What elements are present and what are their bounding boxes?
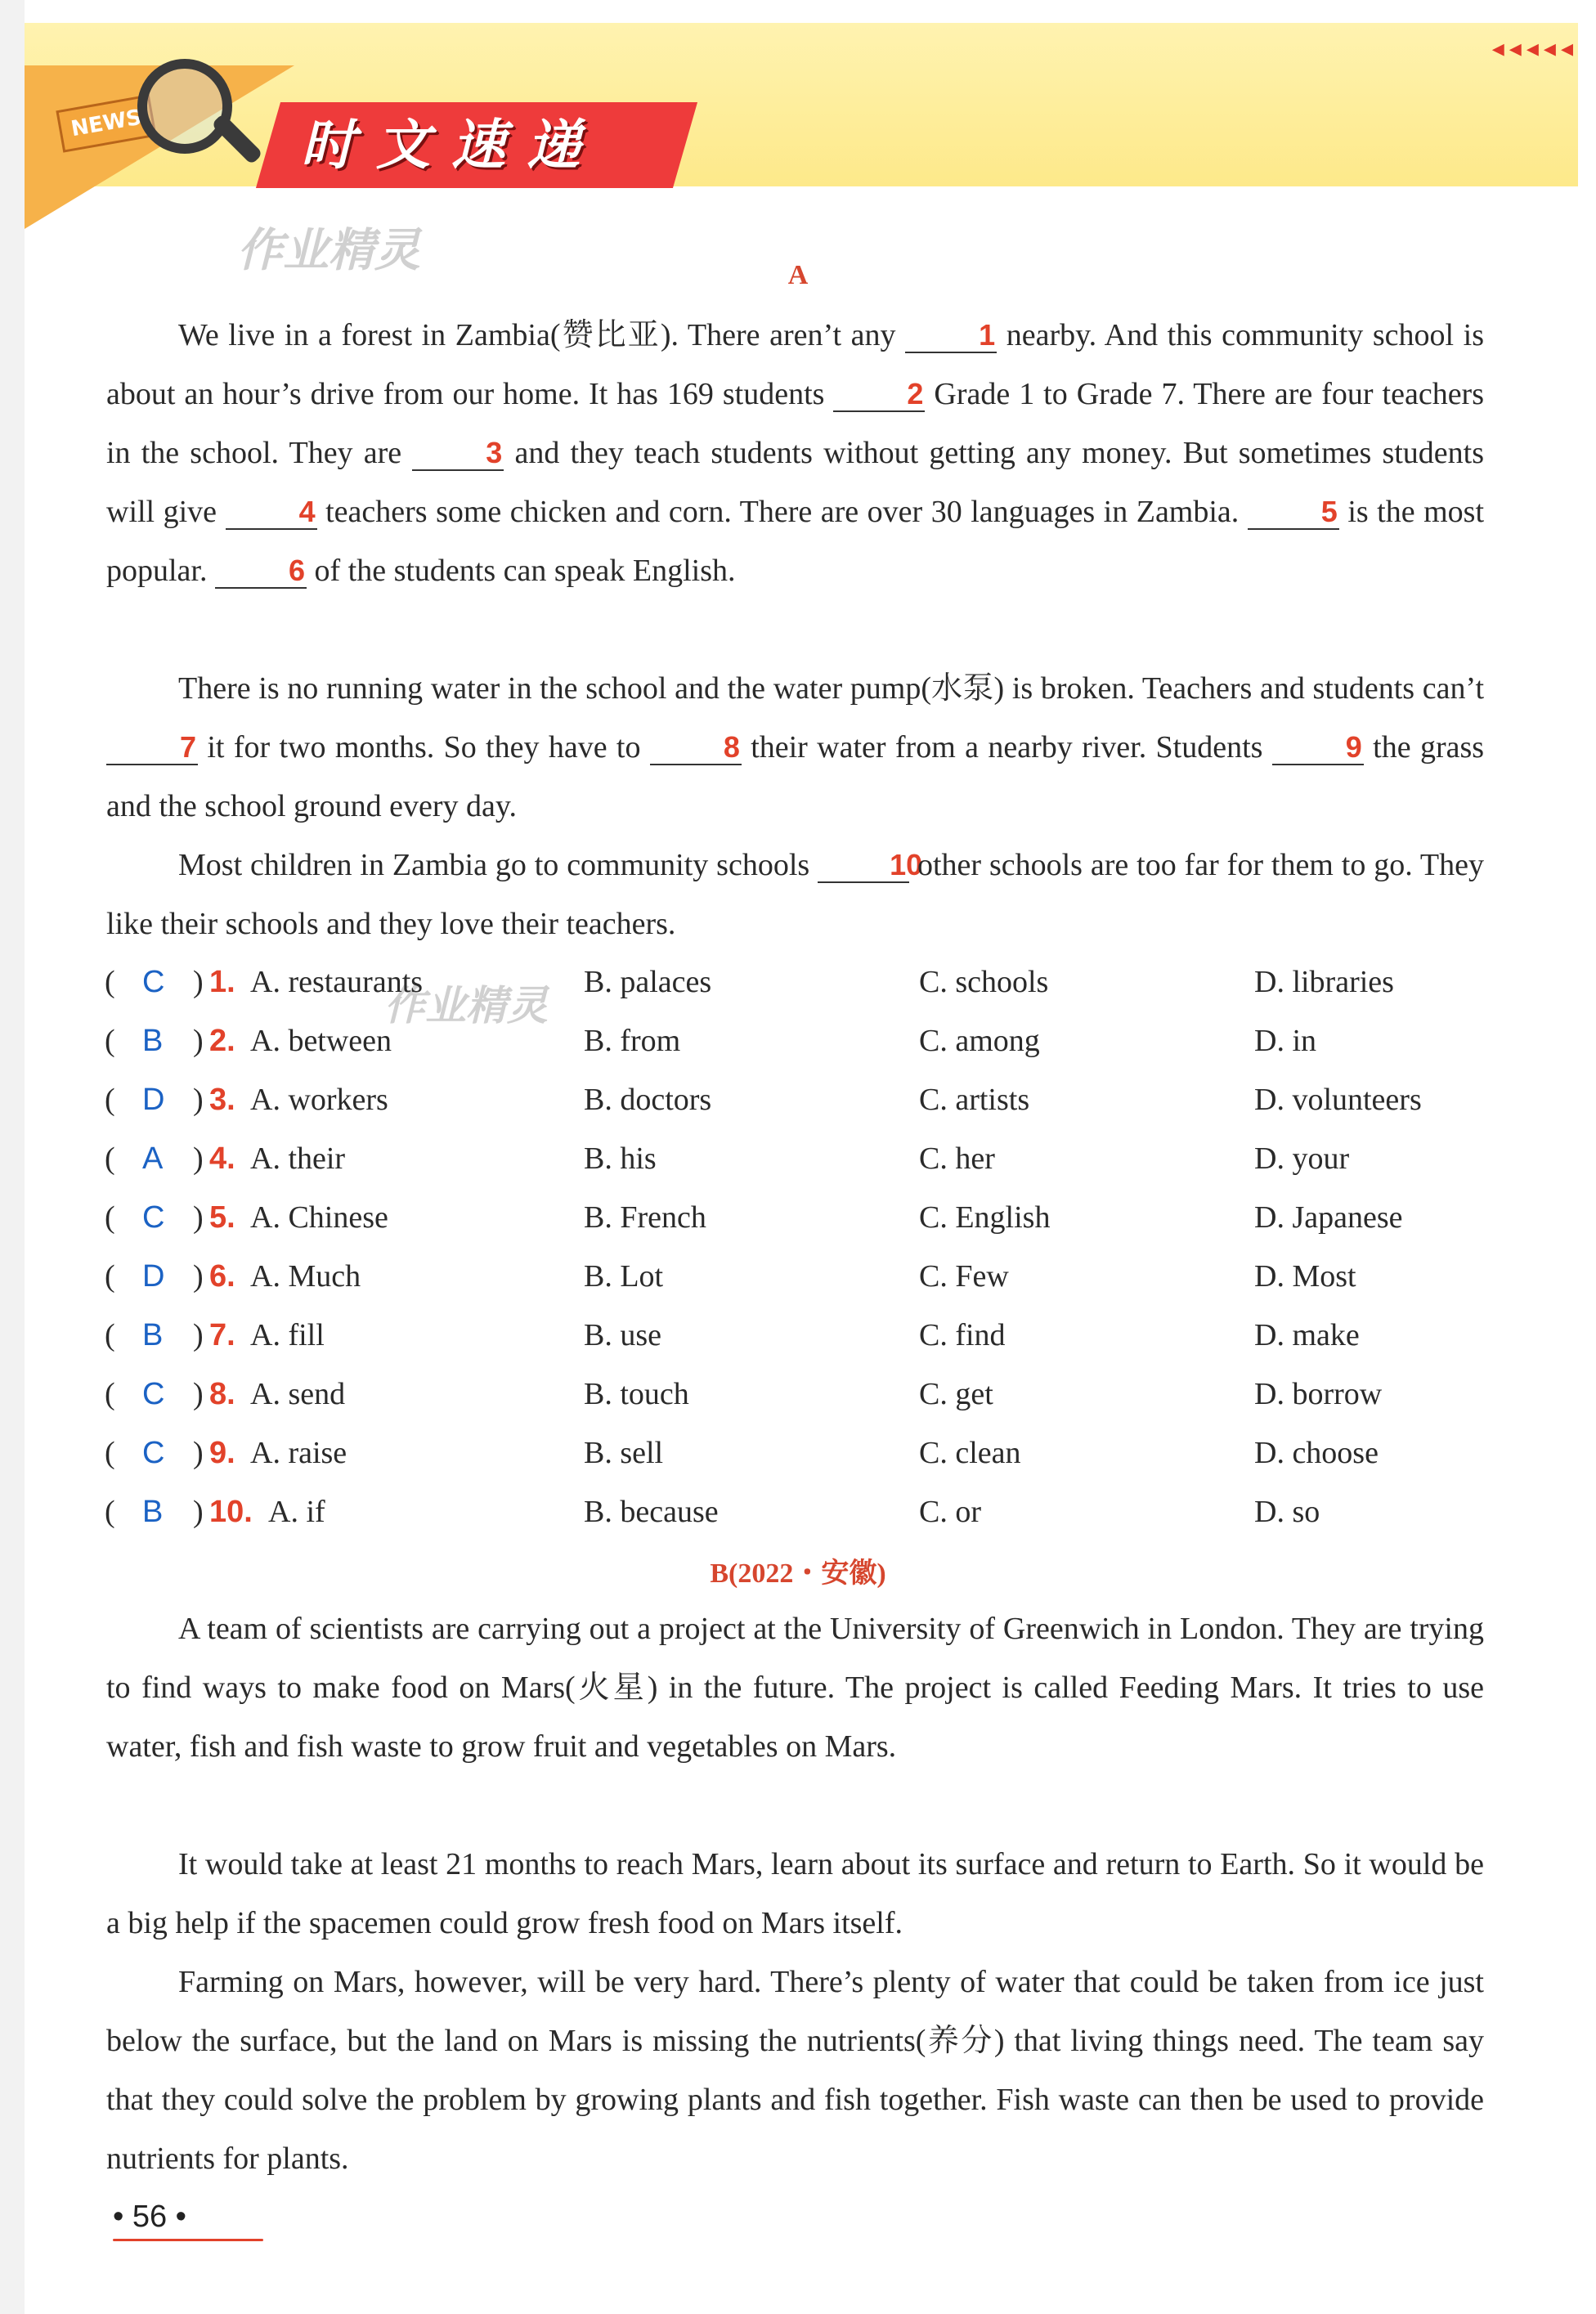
blank-9[interactable]: 9 <box>1272 731 1364 765</box>
text: and they teach students without getting any money. But sometimes students will give <box>106 436 1485 529</box>
text: other schools are too far for them to go. They like their schools and they love their teachers. <box>106 848 1485 941</box>
bracket: ) <box>193 1083 204 1117</box>
question-row <box>105 1247 1495 1306</box>
option-c[interactable]: C. clean <box>919 1436 1021 1470</box>
question-number: 3. <box>209 1083 235 1117</box>
passage-a-paragraph-3 <box>106 836 1484 953</box>
option-d[interactable]: D. choose <box>1254 1436 1379 1470</box>
bracket: ( <box>105 1200 115 1235</box>
option-b[interactable]: B. his <box>584 1141 657 1176</box>
passage-b-paragraph-3: Farming on Mars, however, will be very hard. There’s plenty of water that could be taken from ice just below the surface, but the land on Mars is missing the nutrients(养分) that living things need. The team say that they could solve the problem by growing plants and fish together. Fish waste can then be used to provide nutrients for plants. <box>106 1965 1484 2176</box>
question-number: 6. <box>209 1259 235 1294</box>
arrows-icon: ◂◂◂◂◂ <box>1491 34 1578 63</box>
option-c[interactable]: C. artists <box>919 1083 1030 1117</box>
answer-choice[interactable]: B <box>142 1318 164 1352</box>
option-d[interactable]: D. so <box>1254 1495 1320 1529</box>
option-c[interactable]: C. schools <box>919 965 1049 999</box>
answer-choice[interactable]: D <box>142 1259 165 1294</box>
option-b[interactable]: B. palaces <box>584 965 712 999</box>
option-a[interactable]: A. if <box>268 1495 325 1529</box>
option-a[interactable]: A. send <box>250 1377 346 1411</box>
option-c[interactable]: C. Few <box>919 1259 1009 1294</box>
option-b[interactable]: B. touch <box>584 1377 689 1411</box>
answer-choice[interactable]: C <box>142 1377 165 1411</box>
option-c[interactable]: C. find <box>919 1318 1006 1352</box>
question-row <box>105 1424 1495 1482</box>
page-number: • 56 • <box>113 2200 186 2234</box>
passage-a-paragraph-2 <box>106 659 1484 836</box>
bracket: ) <box>193 1318 204 1352</box>
text: teachers some chicken and corn. There are over 30 languages in Zambia. <box>325 495 1240 529</box>
option-d[interactable]: D. Japanese <box>1254 1200 1403 1235</box>
question-number: 10. <box>209 1495 253 1529</box>
blank-7[interactable]: 7 <box>106 731 198 765</box>
option-c[interactable]: C. among <box>919 1024 1040 1058</box>
bracket: ) <box>193 1436 204 1470</box>
section-a-title: A <box>787 260 809 290</box>
text: it for two months. So they have to <box>207 730 641 765</box>
option-a[interactable]: A. their <box>250 1141 346 1176</box>
option-a[interactable]: A. restaurants <box>250 965 424 999</box>
question-number: 9. <box>209 1436 235 1470</box>
blank-6[interactable]: 6 <box>215 554 307 589</box>
question-row <box>105 1365 1495 1424</box>
news-badge: NEWS <box>56 94 156 152</box>
text: Grade 1 to Grade 7. There are four teachers in the school. They are <box>106 377 1484 470</box>
blank-1[interactable]: 1 <box>905 319 997 353</box>
answer-choice[interactable]: B <box>142 1495 164 1529</box>
question-row <box>105 1482 1495 1541</box>
option-d[interactable]: D. make <box>1254 1318 1360 1352</box>
text: the grass and the school ground every day. <box>106 730 1485 823</box>
answer-choice[interactable]: B <box>142 1024 164 1058</box>
bracket: ) <box>193 1200 204 1235</box>
bracket: ) <box>193 1259 204 1294</box>
text: is the most popular. <box>106 495 1485 588</box>
option-b[interactable]: B. Lot <box>584 1259 664 1294</box>
question-number: 7. <box>209 1318 235 1352</box>
blank-3[interactable]: 3 <box>412 437 504 471</box>
bracket: ( <box>105 1495 115 1529</box>
passage-b-paragraph-1: A team of scientists are carrying out a project at the University of Greenwich in London. They are trying to find ways to make food on Mars(火星) in the future. The project is called Feeding Mars. It tries to use water, fish and fish waste to grow fruit and vegetables on Mars. <box>106 1612 1484 1764</box>
text: Most children in Zambia go to community schools <box>178 848 810 882</box>
passage-b-paragraph-2: It would take at least 21 months to reach Mars, learn about its surface and return to Earth. So it would be a big help if the spacemen could grow fresh food on Mars itself. <box>106 1847 1484 1940</box>
text: of the students can speak English. <box>314 554 736 588</box>
answer-choice[interactable]: C <box>142 965 165 999</box>
option-d[interactable]: D. Most <box>1254 1259 1356 1294</box>
option-b[interactable]: B. because <box>584 1495 719 1529</box>
question-row <box>105 1306 1495 1365</box>
answer-choice[interactable]: D <box>142 1083 165 1117</box>
text: We live in a forest in Zambia(赞比亚). There aren’t any <box>178 318 896 352</box>
blank-10[interactable]: 10 <box>818 849 909 883</box>
question-row <box>105 1011 1495 1070</box>
bracket: ( <box>105 1083 115 1117</box>
answer-choice[interactable]: C <box>142 1436 165 1470</box>
answer-choice[interactable]: A <box>142 1141 164 1176</box>
blank-5[interactable]: 5 <box>1248 496 1339 530</box>
option-d[interactable]: D. borrow <box>1254 1377 1383 1411</box>
bracket: ( <box>105 965 115 999</box>
blank-8[interactable]: 8 <box>650 731 742 765</box>
question-number: 1. <box>209 965 235 999</box>
blank-2[interactable]: 2 <box>833 378 925 412</box>
option-c[interactable]: C. or <box>919 1495 981 1529</box>
question-number: 2. <box>209 1024 235 1058</box>
option-b[interactable]: B. French <box>584 1200 706 1235</box>
bracket: ) <box>193 1377 204 1411</box>
bracket: ( <box>105 1318 115 1352</box>
option-d[interactable]: D. in <box>1254 1024 1316 1058</box>
bracket: ) <box>193 965 204 999</box>
page-title: 时文速递 <box>301 114 602 177</box>
bracket: ) <box>193 1141 204 1176</box>
option-b[interactable]: B. use <box>584 1318 661 1352</box>
option-a[interactable]: A. workers <box>250 1083 388 1117</box>
bracket: ( <box>105 1259 115 1294</box>
watermark: 作业精灵 <box>384 982 548 1029</box>
question-number: 8. <box>209 1377 235 1411</box>
bracket: ) <box>193 1024 204 1058</box>
answer-choice[interactable]: C <box>142 1200 165 1235</box>
passage-a-paragraph-1 <box>106 306 1484 600</box>
magnifier-icon <box>137 59 232 154</box>
option-c[interactable]: C. her <box>919 1141 995 1176</box>
option-a[interactable]: A. Chinese <box>250 1200 388 1235</box>
question-number: 5. <box>209 1200 235 1235</box>
bracket: ) <box>193 1495 204 1529</box>
question-row <box>105 1129 1495 1188</box>
option-b[interactable]: B. from <box>584 1024 681 1058</box>
bracket: ( <box>105 1141 115 1176</box>
question-row <box>105 1188 1495 1247</box>
text: There is no running water in the school and the water pump(水泵) is broken. Teachers and students can’t <box>178 671 1484 706</box>
watermark: 作业精灵 <box>237 224 420 277</box>
option-d[interactable]: D. your <box>1254 1141 1350 1176</box>
page-edge <box>0 0 25 2314</box>
option-a[interactable]: A. fill <box>250 1318 325 1352</box>
question-row <box>105 953 1495 1011</box>
blank-4[interactable]: 4 <box>226 496 317 530</box>
option-a[interactable]: A. between <box>250 1024 392 1058</box>
text: their water from a nearby river. Students <box>751 730 1263 765</box>
bracket: ( <box>105 1436 115 1470</box>
option-d[interactable]: D. volunteers <box>1254 1083 1422 1117</box>
bracket: ( <box>105 1377 115 1411</box>
section-b-title: B(2022・安徽) <box>710 1558 886 1589</box>
bracket: ( <box>105 1024 115 1058</box>
option-b[interactable]: B. doctors <box>584 1083 712 1117</box>
option-c[interactable]: C. get <box>919 1377 993 1411</box>
option-a[interactable]: A. raise <box>250 1436 347 1470</box>
option-c[interactable]: C. English <box>919 1200 1051 1235</box>
question-row <box>105 1070 1495 1129</box>
page-number-underline <box>113 2239 263 2241</box>
text: nearby. And this community school is about an hour’s drive from our home. It has 169 students <box>106 318 1485 411</box>
question-number: 4. <box>209 1141 235 1176</box>
option-b[interactable]: B. sell <box>584 1436 664 1470</box>
option-d[interactable]: D. libraries <box>1254 965 1394 999</box>
option-a[interactable]: A. Much <box>250 1259 361 1294</box>
